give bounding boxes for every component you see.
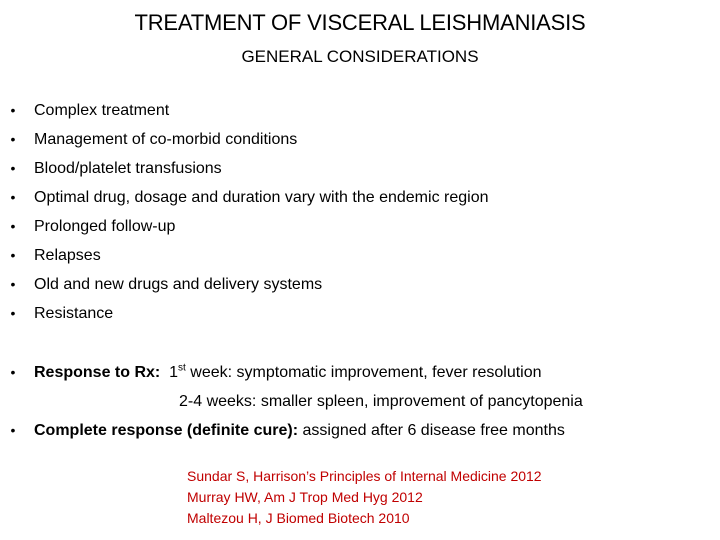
reference-item: Maltezou H, J Biomed Biotech 2010 [187,510,410,526]
list-item: • Management of co-morbid conditions [6,125,488,154]
bullet-icon: • [10,160,16,176]
bullet-icon: • [10,218,16,234]
considerations-list [6,96,488,328]
bullet-icon: • [10,305,16,321]
bullet-icon: • [10,422,16,438]
list-item: • Old and new drugs and delivery systems [6,270,488,299]
bullet-icon: • [10,276,16,292]
response-section [6,358,583,445]
response-continuation: 2-4 weeks: smaller spleen, improvement of pancytopenia [179,393,583,410]
list-item: • Resistance [6,299,488,328]
response-item: • Response to Rx: 1st week: symptomatic improvement, fever resolution [6,358,583,387]
list-item: • Prolonged follow-up [6,212,488,241]
slide-title: TREATMENT OF VISCERAL LEISHMANIASIS [134,10,586,35]
list-item: • Relapses [6,241,488,270]
first-week-suffix: st [178,362,186,374]
response-label: Response to Rx [34,364,155,381]
list-item: • Optimal drug, dosage and duration vary with the endemic region [6,183,488,212]
list-item: • Blood/platelet transfusions [6,154,488,183]
bullet-icon: • [10,247,16,263]
references [187,466,542,529]
complete-response-label: Complete response (definite cure): [34,422,299,439]
complete-response-item [6,416,583,445]
bullet-icon: • [10,131,16,147]
slide-subtitle: GENERAL CONSIDERATIONS [241,47,479,66]
list-item: • Complex treatment [6,96,488,125]
bullet-icon: • [10,102,16,118]
bullet-icon: • [10,189,16,205]
reference-item: Murray HW, Am J Trop Med Hyg 2012 [187,489,423,505]
complete-response-text: assigned after 6 disease free months [298,422,565,439]
first-week-text: week: symptomatic improvement, fever resolution [185,364,542,381]
bullet-icon: • [10,364,16,380]
first-week-ordinal: 1 [169,364,179,381]
reference-item: Sundar S, Harrison’s Principles of Internal Medicine 2012 [187,468,542,484]
